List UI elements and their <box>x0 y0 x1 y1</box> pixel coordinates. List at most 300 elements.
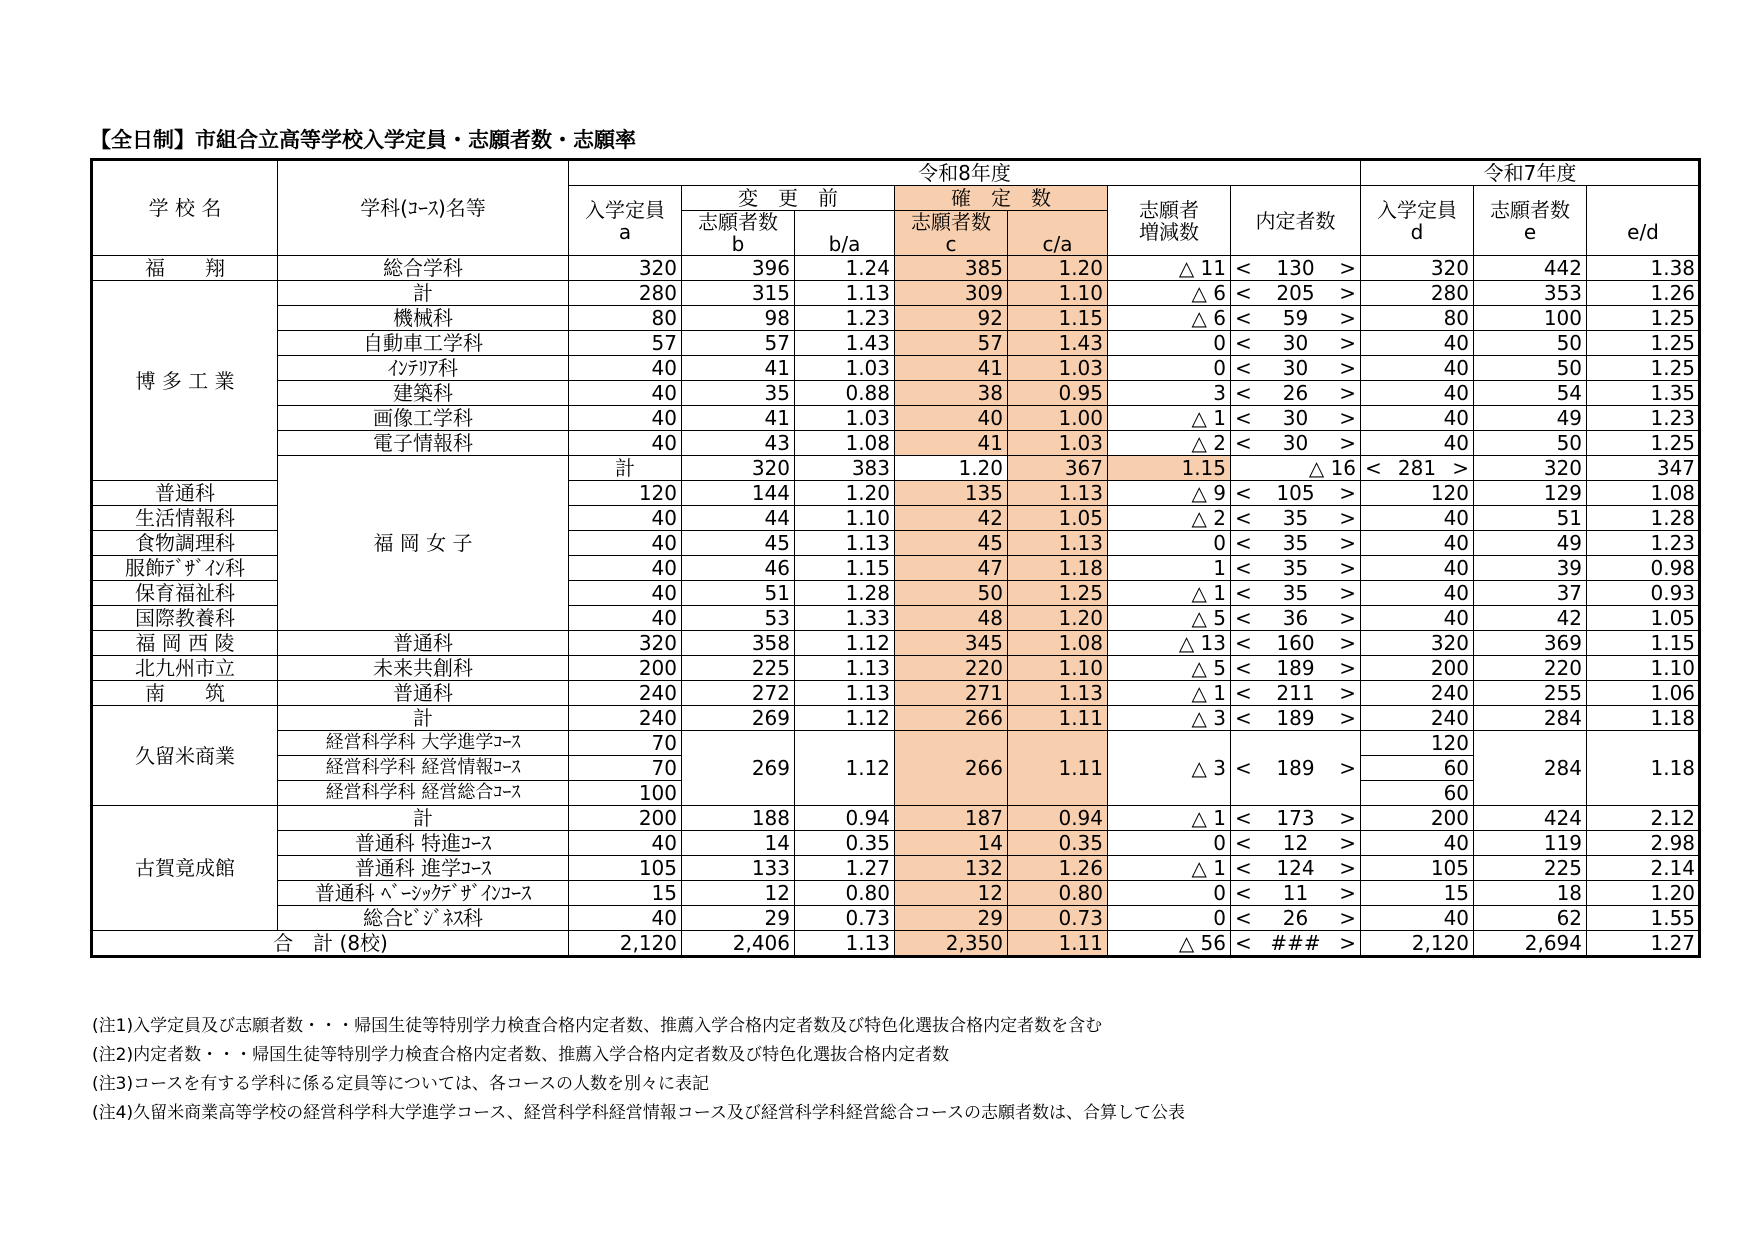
bracket-open: < <box>1235 856 1252 880</box>
ratio-ed: 1.05 <box>1587 606 1700 631</box>
header-applicants-prev: 志願者数 <box>1490 197 1571 222</box>
table-row <box>92 631 1700 656</box>
bracket-open: < <box>1235 331 1252 355</box>
applicant-change: 0 <box>1108 906 1231 931</box>
applicants-b: 133 <box>682 856 795 881</box>
capacity-d: 40 <box>1361 606 1474 631</box>
ratio-ca: 1.10 <box>1008 656 1108 681</box>
capacity-a: 240 <box>569 706 682 731</box>
naitei-count <box>1231 606 1361 631</box>
capacity-d: 240 <box>1361 681 1474 706</box>
naitei-value: 124 <box>1276 856 1315 880</box>
header-change-2: 増減数 <box>1139 219 1199 244</box>
ratio-ca: 1.10 <box>1008 281 1108 306</box>
applicants-e: 50 <box>1474 431 1587 456</box>
naitei-value: 11 <box>1282 881 1309 905</box>
ratio-ca: 1.11 <box>1008 706 1108 731</box>
capacity-a: 40 <box>569 606 682 631</box>
ratio-ca: 1.18 <box>1008 556 1108 581</box>
course-name: 生活情報科 <box>92 506 278 531</box>
course-name: 建築科 <box>278 381 569 406</box>
applicants-e: 62 <box>1474 906 1587 931</box>
header-ba <box>795 211 895 256</box>
naitei-count <box>1231 531 1361 556</box>
table-row <box>92 831 1700 856</box>
course-name: 経営科学科 経営総合ｺｰｽ <box>278 781 569 806</box>
capacity-d: 320 <box>1361 256 1474 281</box>
applicant-change: △ 1 <box>1108 581 1231 606</box>
ratio-ba: 1.43 <box>795 331 895 356</box>
ratio-ed: 0.98 <box>1587 556 1700 581</box>
ratio-ca: 1.26 <box>1008 856 1108 881</box>
applicants-c: 45 <box>895 531 1008 556</box>
bracket-open: < <box>1235 431 1252 455</box>
bracket-close: > <box>1339 256 1356 280</box>
course-name: 未来共創科 <box>278 656 569 681</box>
bracket-close: > <box>1452 456 1470 480</box>
ratio-ed: 1.10 <box>1587 656 1700 681</box>
table-row <box>92 681 1700 706</box>
applicants-e: 51 <box>1474 506 1587 531</box>
capacity-a: 15 <box>569 881 682 906</box>
table-row <box>92 256 1700 281</box>
bracket-open: < <box>1235 356 1252 380</box>
school-name: 福 岡 西 陵 <box>92 631 278 656</box>
bracket-open: < <box>1235 406 1252 430</box>
table-row <box>92 456 1700 481</box>
total-c: 2,350 <box>895 931 1008 957</box>
applicant-change: △ 1 <box>1108 806 1231 831</box>
capacity-a: 320 <box>569 631 682 656</box>
header-applicants-e <box>1474 186 1587 256</box>
ratio-ed: 1.55 <box>1587 906 1700 931</box>
applicants-b: 51 <box>682 581 795 606</box>
header-capacity-d <box>1361 186 1474 256</box>
ratio-ed: 1.28 <box>1587 506 1700 531</box>
capacity-a: 200 <box>569 656 682 681</box>
ratio-ba: 1.20 <box>895 456 1008 481</box>
ratio-ba: 1.33 <box>795 606 895 631</box>
ratio-ca: 1.13 <box>1008 531 1108 556</box>
header-school: 学 校 名 <box>92 160 278 256</box>
applicants-b: 14 <box>682 831 795 856</box>
ratio-ba: 0.94 <box>795 806 895 831</box>
bracket-close: > <box>1339 681 1356 705</box>
bracket-close: > <box>1339 306 1357 330</box>
ratio-ed: 2.12 <box>1587 806 1700 831</box>
total-naitei <box>1231 931 1361 957</box>
capacity-d: 200 <box>1361 656 1474 681</box>
capacity-a: 40 <box>569 556 682 581</box>
applicants-e: 424 <box>1474 806 1587 831</box>
ratio-ed: 2.98 <box>1587 831 1700 856</box>
capacity-d: 240 <box>1361 706 1474 731</box>
capacity-d: 40 <box>1361 506 1474 531</box>
ratio-ca: 1.20 <box>1008 256 1108 281</box>
naitei-count <box>1231 831 1361 856</box>
applicant-change: △ 9 <box>1108 481 1231 506</box>
header-ed <box>1587 186 1700 256</box>
applicants-c: 38 <box>895 381 1008 406</box>
naitei-value: 130 <box>1276 256 1315 280</box>
bracket-close: > <box>1339 856 1356 880</box>
course-name: 普通科 ﾍﾞｰｼｯｸﾃﾞｻﾞｲﾝｺｰｽ <box>278 881 569 906</box>
naitei-count <box>1231 656 1361 681</box>
note-1: (注1)入学定員及び志願者数・・・帰国生徒等特別学力検査合格内定者数、推薦入学合格内定者数及び特色化選抜合格内定者数を含む <box>92 1016 1103 1036</box>
capacity-a: 240 <box>569 681 682 706</box>
applicants-e: 50 <box>1474 331 1587 356</box>
applicants-c: 266 <box>895 731 1008 806</box>
applicant-change: △ 3 <box>1108 731 1231 806</box>
header-applicants-c-label: 志願者数 <box>911 210 991 234</box>
capacity-d: 60 <box>1361 756 1474 781</box>
applicant-change: △ 2 <box>1108 506 1231 531</box>
ratio-ba: 1.12 <box>795 631 895 656</box>
ratio-ed: 1.25 <box>1587 331 1700 356</box>
ratio-ca: 1.03 <box>1008 356 1108 381</box>
bracket-open: < <box>1235 831 1252 855</box>
applicants-b: 46 <box>682 556 795 581</box>
capacity-d: 40 <box>1361 531 1474 556</box>
applicants-e: 49 <box>1474 406 1587 431</box>
bracket-open: < <box>1235 906 1252 930</box>
applicants-e: 255 <box>1474 681 1587 706</box>
bracket-close: > <box>1339 831 1357 855</box>
ratio-ca: 1.25 <box>1008 581 1108 606</box>
total-ed: 1.27 <box>1587 931 1700 957</box>
header-capacity: 入学定員 <box>585 197 665 222</box>
table-row <box>92 656 1700 681</box>
applicant-change: △ 6 <box>1108 306 1231 331</box>
school-name: 北九州市立 <box>92 656 278 681</box>
school-name: 福 岡 女 子 <box>278 456 569 631</box>
applicants-e: 37 <box>1474 581 1587 606</box>
ratio-ba: 1.23 <box>795 306 895 331</box>
applicants-b: 358 <box>682 631 795 656</box>
capacity-d: 40 <box>1361 406 1474 431</box>
ratio-ed: 1.08 <box>1587 481 1700 506</box>
table-row <box>92 706 1700 731</box>
total-e: 2,694 <box>1474 931 1587 957</box>
bracket-close: > <box>1339 931 1356 955</box>
ratio-ca: 0.80 <box>1008 881 1108 906</box>
capacity-a: 40 <box>569 531 682 556</box>
naitei-count <box>1231 906 1361 931</box>
naitei-count <box>1231 431 1361 456</box>
naitei-count <box>1231 556 1361 581</box>
applicants-e: 49 <box>1474 531 1587 556</box>
capacity-a: 320 <box>682 456 795 481</box>
capacity-a: 280 <box>569 281 682 306</box>
total-a: 2,120 <box>569 931 682 957</box>
ratio-ba: 1.13 <box>795 681 895 706</box>
ratio-ed: 1.18 <box>1587 706 1700 731</box>
course-name: 計 <box>569 456 682 481</box>
applicant-change: △ 5 <box>1108 656 1231 681</box>
bracket-close: > <box>1339 506 1357 530</box>
capacity-a: 100 <box>569 781 682 806</box>
header-course: 学科(ｺｰｽ)名等 <box>278 160 569 256</box>
capacity-d: 40 <box>1361 356 1474 381</box>
course-name: 普通科 <box>278 631 569 656</box>
course-name: 画像工学科 <box>278 406 569 431</box>
bracket-close: > <box>1339 356 1357 380</box>
bracket-open: < <box>1235 756 1252 780</box>
applicants-e: 119 <box>1474 831 1587 856</box>
course-name: 計 <box>278 806 569 831</box>
applicants-c: 220 <box>895 656 1008 681</box>
naitei-value: 30 <box>1282 431 1309 455</box>
capacity-a: 80 <box>569 306 682 331</box>
notes <box>92 1012 1185 1128</box>
applicants-c: 132 <box>895 856 1008 881</box>
naitei-count <box>1231 706 1361 731</box>
applicant-change: 0 <box>1108 356 1231 381</box>
capacity-a: 57 <box>569 331 682 356</box>
capacity-a: 70 <box>569 756 682 781</box>
applicant-change: △ 2 <box>1108 431 1231 456</box>
table-row <box>92 806 1700 831</box>
ratio-ed: 1.15 <box>1587 631 1700 656</box>
applicants-e: 347 <box>1587 456 1700 481</box>
table-row <box>92 356 1700 381</box>
course-name: 普通科 進学ｺｰｽ <box>278 856 569 881</box>
capacity-d: 40 <box>1361 556 1474 581</box>
course-name: 電子情報科 <box>278 431 569 456</box>
naitei-value: 35 <box>1282 556 1309 580</box>
bracket-close: > <box>1339 431 1357 455</box>
applicants-e: 54 <box>1474 381 1587 406</box>
header-c: c <box>945 232 957 256</box>
table-row <box>92 306 1700 331</box>
school-name: 南 筑 <box>92 681 278 706</box>
ratio-ba: 1.20 <box>795 481 895 506</box>
header-naitei: 内定者数 <box>1231 186 1361 256</box>
applicants-e: 369 <box>1474 631 1587 656</box>
bracket-close: > <box>1339 556 1357 580</box>
capacity-d: 320 <box>1474 456 1587 481</box>
bracket-close: > <box>1339 756 1356 780</box>
course-name: 食物調理科 <box>92 531 278 556</box>
capacity-a: 70 <box>569 731 682 756</box>
total-d: 2,120 <box>1361 931 1474 957</box>
ratio-ba: 1.24 <box>795 256 895 281</box>
ratio-ca: 0.95 <box>1008 381 1108 406</box>
naitei-value: 35 <box>1282 531 1309 555</box>
ratio-ba: 1.13 <box>795 531 895 556</box>
capacity-a: 40 <box>569 406 682 431</box>
total-b: 2,406 <box>682 931 795 957</box>
ratio-ba: 0.80 <box>795 881 895 906</box>
applicants-c: 47 <box>895 556 1008 581</box>
applicants-c: 40 <box>895 406 1008 431</box>
naitei-value: 35 <box>1282 506 1309 530</box>
bracket-open: < <box>1235 556 1252 580</box>
ratio-ca: 1.05 <box>1008 506 1108 531</box>
bracket-open: < <box>1235 306 1252 330</box>
ratio-ca: 1.08 <box>1008 631 1108 656</box>
course-name: 服飾ﾃﾞｻﾞｲﾝ科 <box>92 556 278 581</box>
ratio-ba: 0.73 <box>795 906 895 931</box>
applicants-b: 43 <box>682 431 795 456</box>
applicants-b: 53 <box>682 606 795 631</box>
applicant-change: △ 3 <box>1108 706 1231 731</box>
applicants-c: 42 <box>895 506 1008 531</box>
table-row <box>92 431 1700 456</box>
header-confirmed: 確 定 数 <box>895 186 1108 211</box>
capacity-d: 280 <box>1361 281 1474 306</box>
ratio-ca: 0.35 <box>1008 831 1108 856</box>
ratio-ca: 1.15 <box>1008 306 1108 331</box>
ratio-ba: 1.13 <box>795 656 895 681</box>
naitei-count <box>1231 256 1361 281</box>
header-ed-label: e/d <box>1627 219 1659 244</box>
header-d: d <box>1410 219 1424 244</box>
applicants-b: 98 <box>682 306 795 331</box>
applicants-c: 135 <box>895 481 1008 506</box>
applicants-b: 269 <box>682 706 795 731</box>
page-title: 【全日制】市組合立高等学校入学定員・志願者数・志願率 <box>90 128 636 152</box>
capacity-a: 40 <box>569 831 682 856</box>
applicant-change: 0 <box>1108 531 1231 556</box>
ratio-ba: 1.12 <box>795 731 895 806</box>
course-name: 普通科 <box>92 481 278 506</box>
naitei-value: 189 <box>1276 656 1315 680</box>
applicants-c: 309 <box>895 281 1008 306</box>
ratio-ba: 1.08 <box>795 431 895 456</box>
ratio-ba: 1.03 <box>795 406 895 431</box>
ratio-ca: 0.94 <box>1008 806 1108 831</box>
total-diff: △ 56 <box>1108 931 1231 957</box>
naitei-value: 30 <box>1282 331 1309 355</box>
total-label: 合 計 (8校) <box>92 931 569 957</box>
school-name: 久留米商業 <box>92 706 278 806</box>
ratio-ca: 1.13 <box>1008 681 1108 706</box>
header-applicants-b-label: 志願者数 <box>698 210 778 234</box>
applicants-e: 284 <box>1474 706 1587 731</box>
applicant-change: 0 <box>1108 881 1231 906</box>
bracket-open: < <box>1365 456 1382 480</box>
applicants-b: 29 <box>682 906 795 931</box>
ratio-ca: 1.00 <box>1008 406 1108 431</box>
bracket-open: < <box>1235 256 1252 280</box>
applicant-change: △ 5 <box>1108 606 1231 631</box>
header-capacity-a <box>569 186 682 256</box>
bracket-close: > <box>1339 706 1356 730</box>
course-name: 総合ﾋﾞｼﾞﾈｽ科 <box>278 906 569 931</box>
applicants-e: 18 <box>1474 881 1587 906</box>
bracket-open: < <box>1235 681 1252 705</box>
applicants-e: 284 <box>1474 731 1587 806</box>
bracket-open: < <box>1235 381 1252 405</box>
header-ca <box>1008 211 1108 256</box>
course-name: 機械科 <box>278 306 569 331</box>
bracket-close: > <box>1339 606 1357 630</box>
applicants-e: 39 <box>1474 556 1587 581</box>
applicants-b: 383 <box>795 456 895 481</box>
capacity-a: 40 <box>569 356 682 381</box>
applicants-b: 272 <box>682 681 795 706</box>
ratio-ed: 1.20 <box>1587 881 1700 906</box>
bracket-close: > <box>1339 631 1356 655</box>
capacity-d: 200 <box>1361 806 1474 831</box>
capacity-a: 200 <box>569 806 682 831</box>
applicants-e: 225 <box>1474 856 1587 881</box>
applicants-b: 45 <box>682 531 795 556</box>
header-year-prev: 令和7年度 <box>1361 160 1700 186</box>
header-capacity-prev: 入学定員 <box>1377 197 1458 222</box>
applicants-b: 188 <box>682 806 795 831</box>
ratio-ba: 1.28 <box>795 581 895 606</box>
capacity-d: 15 <box>1361 881 1474 906</box>
admissions-table <box>90 158 1701 958</box>
table-row <box>92 381 1700 406</box>
applicants-c: 41 <box>895 431 1008 456</box>
capacity-a: 40 <box>569 506 682 531</box>
bracket-open: < <box>1235 581 1252 605</box>
ratio-ed: 1.06 <box>1587 681 1700 706</box>
ratio-ed: 1.23 <box>1587 406 1700 431</box>
capacity-d: 40 <box>1361 831 1474 856</box>
applicants-c: 367 <box>1008 456 1108 481</box>
course-name: ｲﾝﾃﾘｱ科 <box>278 356 569 381</box>
naitei-value: 26 <box>1282 381 1309 405</box>
table-row <box>92 856 1700 881</box>
applicants-b: 44 <box>682 506 795 531</box>
capacity-d: 60 <box>1361 781 1474 806</box>
naitei-count <box>1231 631 1361 656</box>
applicants-c: 29 <box>895 906 1008 931</box>
applicants-c: 57 <box>895 331 1008 356</box>
capacity-d: 40 <box>1361 381 1474 406</box>
bracket-open: < <box>1235 531 1252 555</box>
applicants-b: 12 <box>682 881 795 906</box>
naitei-value: 205 <box>1276 281 1315 305</box>
bracket-close: > <box>1339 481 1356 505</box>
naitei-value: ### <box>1270 931 1321 955</box>
capacity-d: 80 <box>1361 306 1474 331</box>
course-name: 総合学科 <box>278 256 569 281</box>
applicant-change: △ 11 <box>1108 256 1231 281</box>
naitei-count <box>1231 406 1361 431</box>
applicants-e: 42 <box>1474 606 1587 631</box>
bracket-close: > <box>1339 581 1357 605</box>
bracket-open: < <box>1235 931 1252 955</box>
applicant-change: 0 <box>1108 331 1231 356</box>
school-name: 博 多 工 業 <box>92 281 278 481</box>
course-name: 経営科学科 経営情報ｺｰｽ <box>278 756 569 781</box>
course-name: 経営科学科 大学進学ｺｰｽ <box>278 731 569 756</box>
bracket-close: > <box>1339 281 1356 305</box>
applicants-b: 41 <box>682 356 795 381</box>
capacity-a: 40 <box>569 906 682 931</box>
capacity-a: 120 <box>569 481 682 506</box>
bracket-open: < <box>1235 606 1252 630</box>
naitei-count <box>1231 331 1361 356</box>
applicants-c: 14 <box>895 831 1008 856</box>
naitei-count <box>1231 581 1361 606</box>
applicants-b: 225 <box>682 656 795 681</box>
course-name: 普通科 <box>278 681 569 706</box>
header-applicants-c <box>895 211 1008 256</box>
ratio-ca: 1.20 <box>1008 606 1108 631</box>
naitei-value: 36 <box>1282 606 1309 630</box>
naitei-value: 160 <box>1276 631 1315 655</box>
ratio-ca: 1.13 <box>1008 481 1108 506</box>
header-b: b <box>731 232 745 256</box>
applicants-c: 345 <box>895 631 1008 656</box>
ratio-ca: 0.73 <box>1008 906 1108 931</box>
